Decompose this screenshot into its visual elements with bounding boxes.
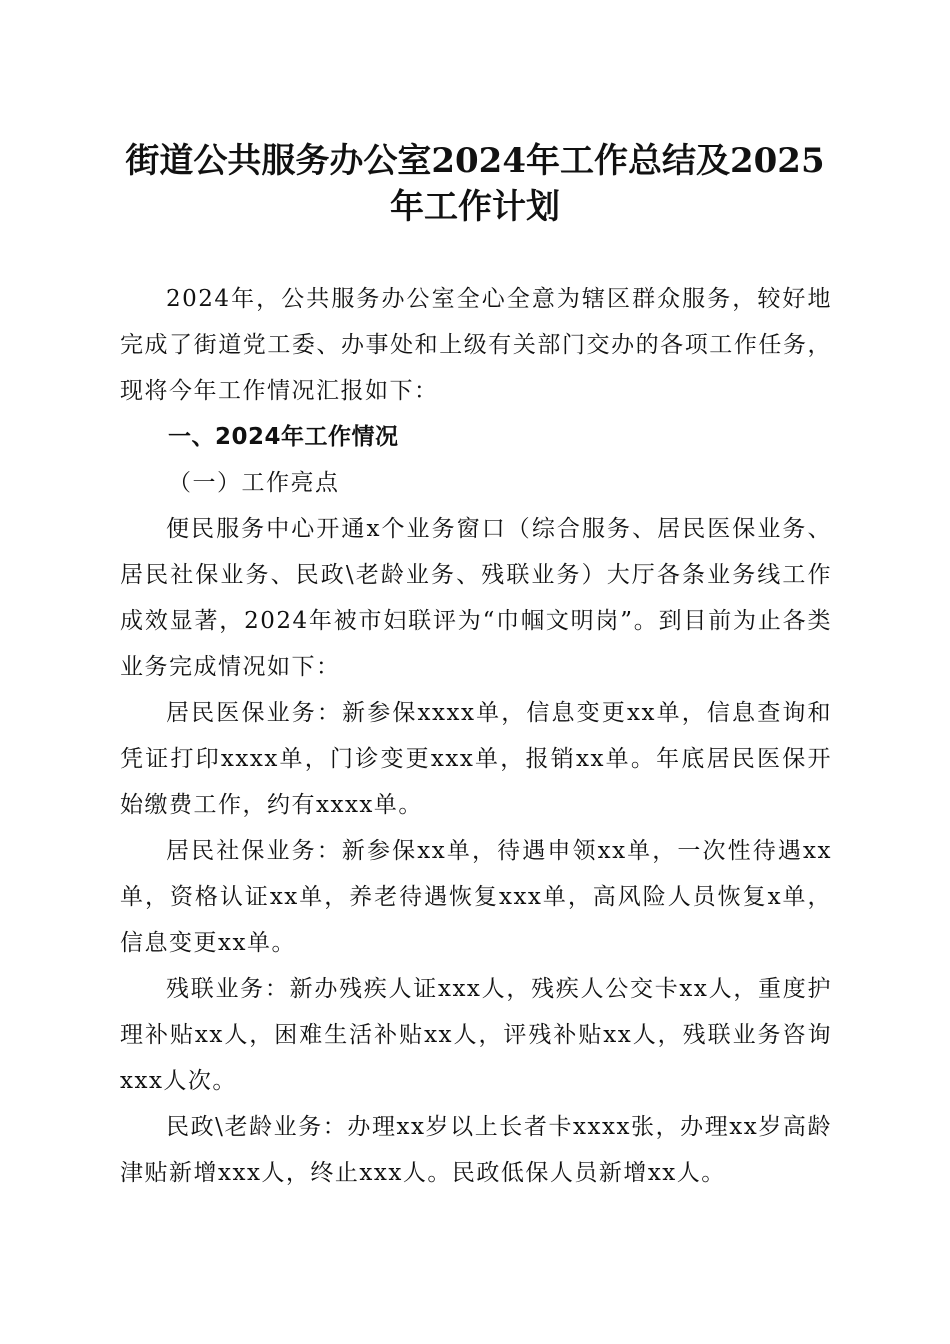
social-insurance-paragraph: 居民社保业务：新参保xx单，待遇申领xx单，一次性待遇xx单，资格认证xx单，养老待遇恢复xxx单，高风险人员恢复x单，信息变更xx单。: [120, 838, 832, 956]
section-heading-1: 一、2024年工作情况: [168, 424, 399, 450]
disabled-federation-paragraph: 残联业务：新办残疾人证xxx人，残疾人公交卡xx人，重度护理补贴xx人，困难生活补贴xx人，评残补贴xx人，残联业务咨询xxx人次。: [120, 976, 832, 1094]
medical-insurance-paragraph: 居民医保业务：新参保xxxx单，信息变更xx单，信息查询和凭证打印xxxx单，门诊变更xxx单，报销xx单。年底居民医保开始缴费工作，约有xxxx单。: [120, 700, 832, 818]
service-center-paragraph: 便民服务中心开通x个业务窗口（综合服务、居民医保业务、居民社保业务、民政\老龄业务、残联业务）大厅各条业务线工作成效显著，2024年被市妇联评为“巾帼文明岗”。到目前为止各类业务完成情况如下：: [120, 516, 832, 680]
subsection-heading-1: （一）工作亮点: [168, 470, 340, 496]
document-title-line-2: 年工作计划: [390, 187, 560, 227]
document-body: [120, 276, 832, 1196]
document-title-line-1: 街道公共服务办公室2024年工作总结及2025: [125, 141, 825, 181]
intro-paragraph: 2024年，公共服务办公室全心全意为辖区群众服务，较好地完成了街道党工委、办事处和上级有关部门交办的各项工作任务，现将今年工作情况汇报如下：: [120, 286, 832, 404]
civil-affairs-paragraph: 民政\老龄业务：办理xx岁以上长者卡xxxx张，办理xx岁高龄津贴新增xxx人，终止xxx人。民政低保人员新增xx人。: [120, 1114, 832, 1186]
